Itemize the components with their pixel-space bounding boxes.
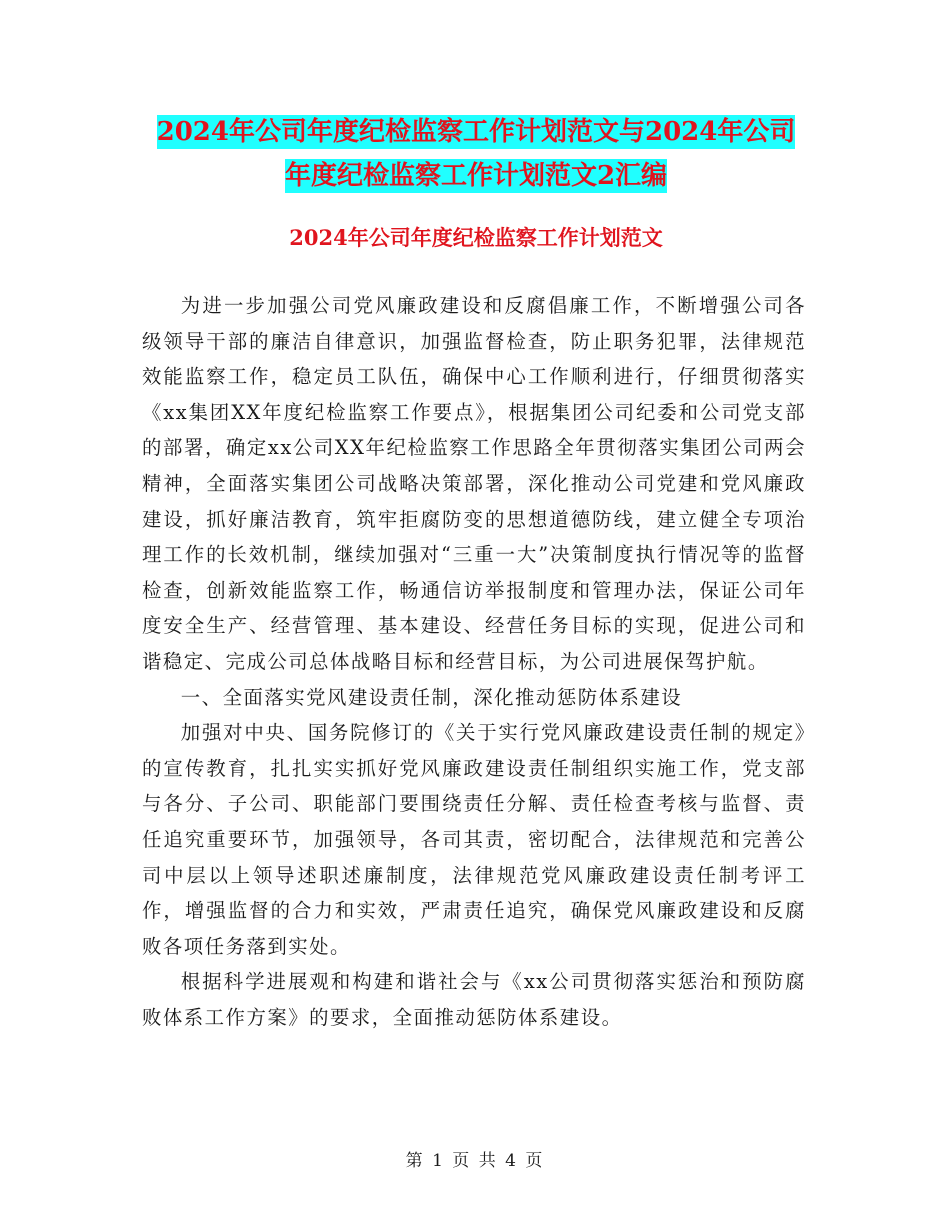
document-body	[142, 288, 806, 1035]
paragraph: 为进一步加强公司党风廉政建设和反腐倡廉工作，不断增强公司各级领导干部的廉洁自律意识，加强监督检查，防止职务犯罪，法律规范效能监察工作，稳定员工队伍，确保中心工作顺利进行，仔细贯彻落实《xx集团XX年度纪检监察工作要点》，根据集团公司纪委和公司党支部的部署，确定xx公司XX年纪检监察工作思路全年贯彻落实集团公司两会精神，全面落实集团公司战略决策部署，深化推动公司党建和党风廉政建设，抓好廉洁教育，筑牢拒腐防变的思想道德防线，建立健全专项治理工作的长效机制，继续加强对“三重一大”决策制度执行情况等的监督检查，创新效能监察工作，畅通信访举报制度和管理办法，保证公司年度安全生产、经营管理、基本建设、经营任务目标的实现，促进公司和谐稳定、完成公司总体战略目标和经营目标，为公司进展保驾护航。	[142, 294, 806, 673]
document-title	[140, 110, 812, 198]
paragraph: 加强对中央、国务院修订的《关于实行党风廉政建设责任制的规定》的宣传教育，扎扎实实抓好党风廉政建设责任制组织实施工作，党支部与各分、子公司、职能部门要围绕责任分解、责任检查考核与监督、责任追究重要环节，加强领导，各司其责，密切配合，法律规范和完善公司中层以上领导述职述廉制度，法律规范党风廉政建设责任制考评工作，增强监督的合力和实效，严肃责任追究，确保党风廉政建设和反腐败各项任务落到实处。	[142, 721, 806, 958]
document-title-line-1: 2024年公司年度纪检监察工作计划范文与2024年公司	[156, 117, 796, 147]
section-title: 2024年公司年度纪检监察工作计划范文	[289, 225, 663, 250]
paragraph: 根据科学进展观和构建和谐社会与《xx公司贯彻落实惩治和预防腐败体系工作方案》的要求，全面推动惩防体系建设。	[142, 970, 806, 1029]
document-title-line-2: 年度纪检监察工作计划范文2汇编	[284, 161, 668, 191]
page-footer: 第 1 页 共 4 页	[405, 1151, 545, 1171]
section-heading: 一、全面落实党风建设责任制，深化推动惩防体系建设	[180, 685, 683, 709]
